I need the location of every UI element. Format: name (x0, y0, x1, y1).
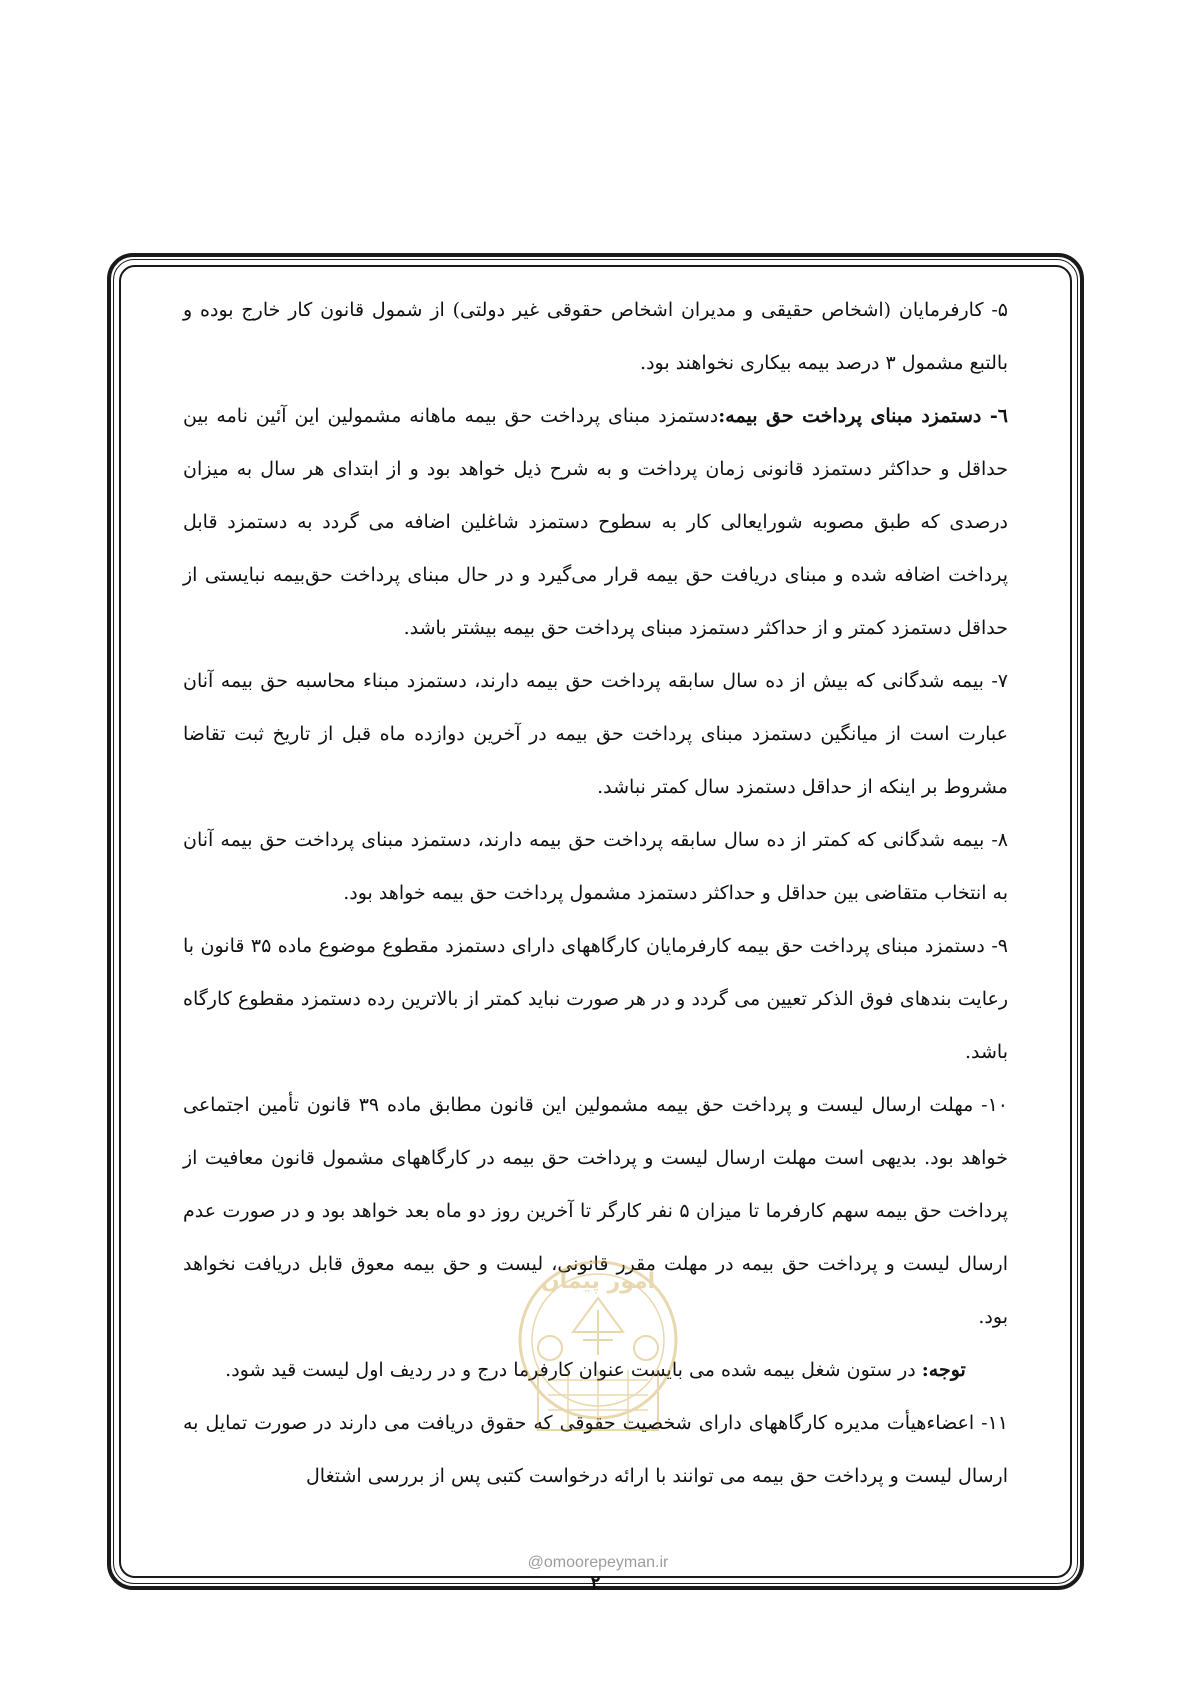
paragraph-9: ۹- دستمزد مبنای پرداخت حق بیمه کارفرمایان کارگاههای دارای دستمزد مقطوع موضوع ماده ۳۵ قانون با رعایت بندهای فوق الذکر تعیین می گردد و در هر صورت نباید کمتر از بالاترین رده دستمزد مقطوع کارگاه باشد. (183, 935, 1008, 1063)
paragraph-10: ۱۰- مهلت ارسال لیست و پرداخت حق بیمه مشمولین این قانون مطابق ماده ۳۹ قانون تأمین اجتماعی خواهد بود. بدیهی است مهلت ارسال لیست و پرداخت حق بیمه در کارگاههای مشمول قانون معافیت از پرداخت حق بیمه سهم کارفرما تا میزان ۵ نفر کارگر تا آخرین روز دو ماه بعد خواهد بود و در صورت عدم ارسال لیست و پرداخت حق بیمه در مهلت مقرر قانونی، لیست و حق بیمه معوق قابل دریافت نخواهد بود. (183, 1094, 1008, 1328)
note-text: در ستون شغل بیمه شده می بایست عنوان کارفرما درج و در ردیف اول لیست قید شود. (225, 1359, 916, 1381)
watermark-site: @omoorepeyman.ir (527, 1554, 669, 1571)
paragraph-6-text: دستمزد مبنای پرداخت حق بیمه ماهانه مشمولین این آئین نامه بین حداقل و حداکثر دستمزد قانونی زمان پرداخت و به شرح ذیل خواهد بود و از ابتدای هر سال به میزان درصدی که طبق مصوبه شورایعالی کار به سطوح دستمزد شاغلین اضافه می گردد به دستمزد قابل پرداخت اضافه شده و مبنای دریافت حق بیمه قرار می‌گیرد و در حال مبنای پرداخت حق‌بیمه نبایستی از حداقل دستمزد کمتر و از حداکثر دستمزد مبنای پرداخت حق بیمه بیشتر باشد. (183, 405, 1008, 639)
note-label: توجه: (921, 1359, 966, 1381)
paragraph-5: ۵- کارفرمایان (اشخاص حقیقی و مدیران اشخاص حقوقی غیر دولتی) از شمول قانون کار خارج بوده و بالتبع مشمول ۳ درصد بیمه بیکاری نخواهند بود. (183, 299, 1008, 374)
page-number: ۲ (590, 1572, 601, 1594)
paragraph-8: ۸- بیمه شدگانی که کمتر از ده سال سابقه پرداخت حق بیمه دارند، دستمزد مبنای پرداخت حق بیمه آنان به انتخاب متقاضی بین حداقل و حداکثر دستمزد مشمول پرداخت حق بیمه خواهد بود. (183, 829, 1008, 904)
watermark-logo-text: امور پیمان (540, 1269, 656, 1294)
paragraph-11: ۱۱- اعضاءهیأت مدیره کارگاههای دارای شخصیت حقوقی که حقوق دریافت می دارند در صورت تمایل به ارسال لیست و پرداخت حق بیمه می توانند با ارائه درخواست کتبی پس از بررسی اشتغال (183, 1412, 1008, 1487)
watermark-logo-icon (488, 1240, 708, 1505)
paragraph-7: ۷- بیمه شدگانی که بیش از ده سال سابقه پرداخت حق بیمه دارند، دستمزد مبناء محاسبه حق بیمه آنان عبارت است از میانگین دستمزد مبنای پرداخت حق بیمه در آخرین دوازده ماه قبل از تاریخ ثبت تقاضا مشروط بر اینکه از حداقل دستمزد سال کمتر نباشد. (183, 670, 1008, 798)
paragraph-6-heading: ٦- دستمزد مبنای پرداخت حق بیمه: (718, 405, 1008, 427)
paragraph-6 (183, 390, 1008, 655)
